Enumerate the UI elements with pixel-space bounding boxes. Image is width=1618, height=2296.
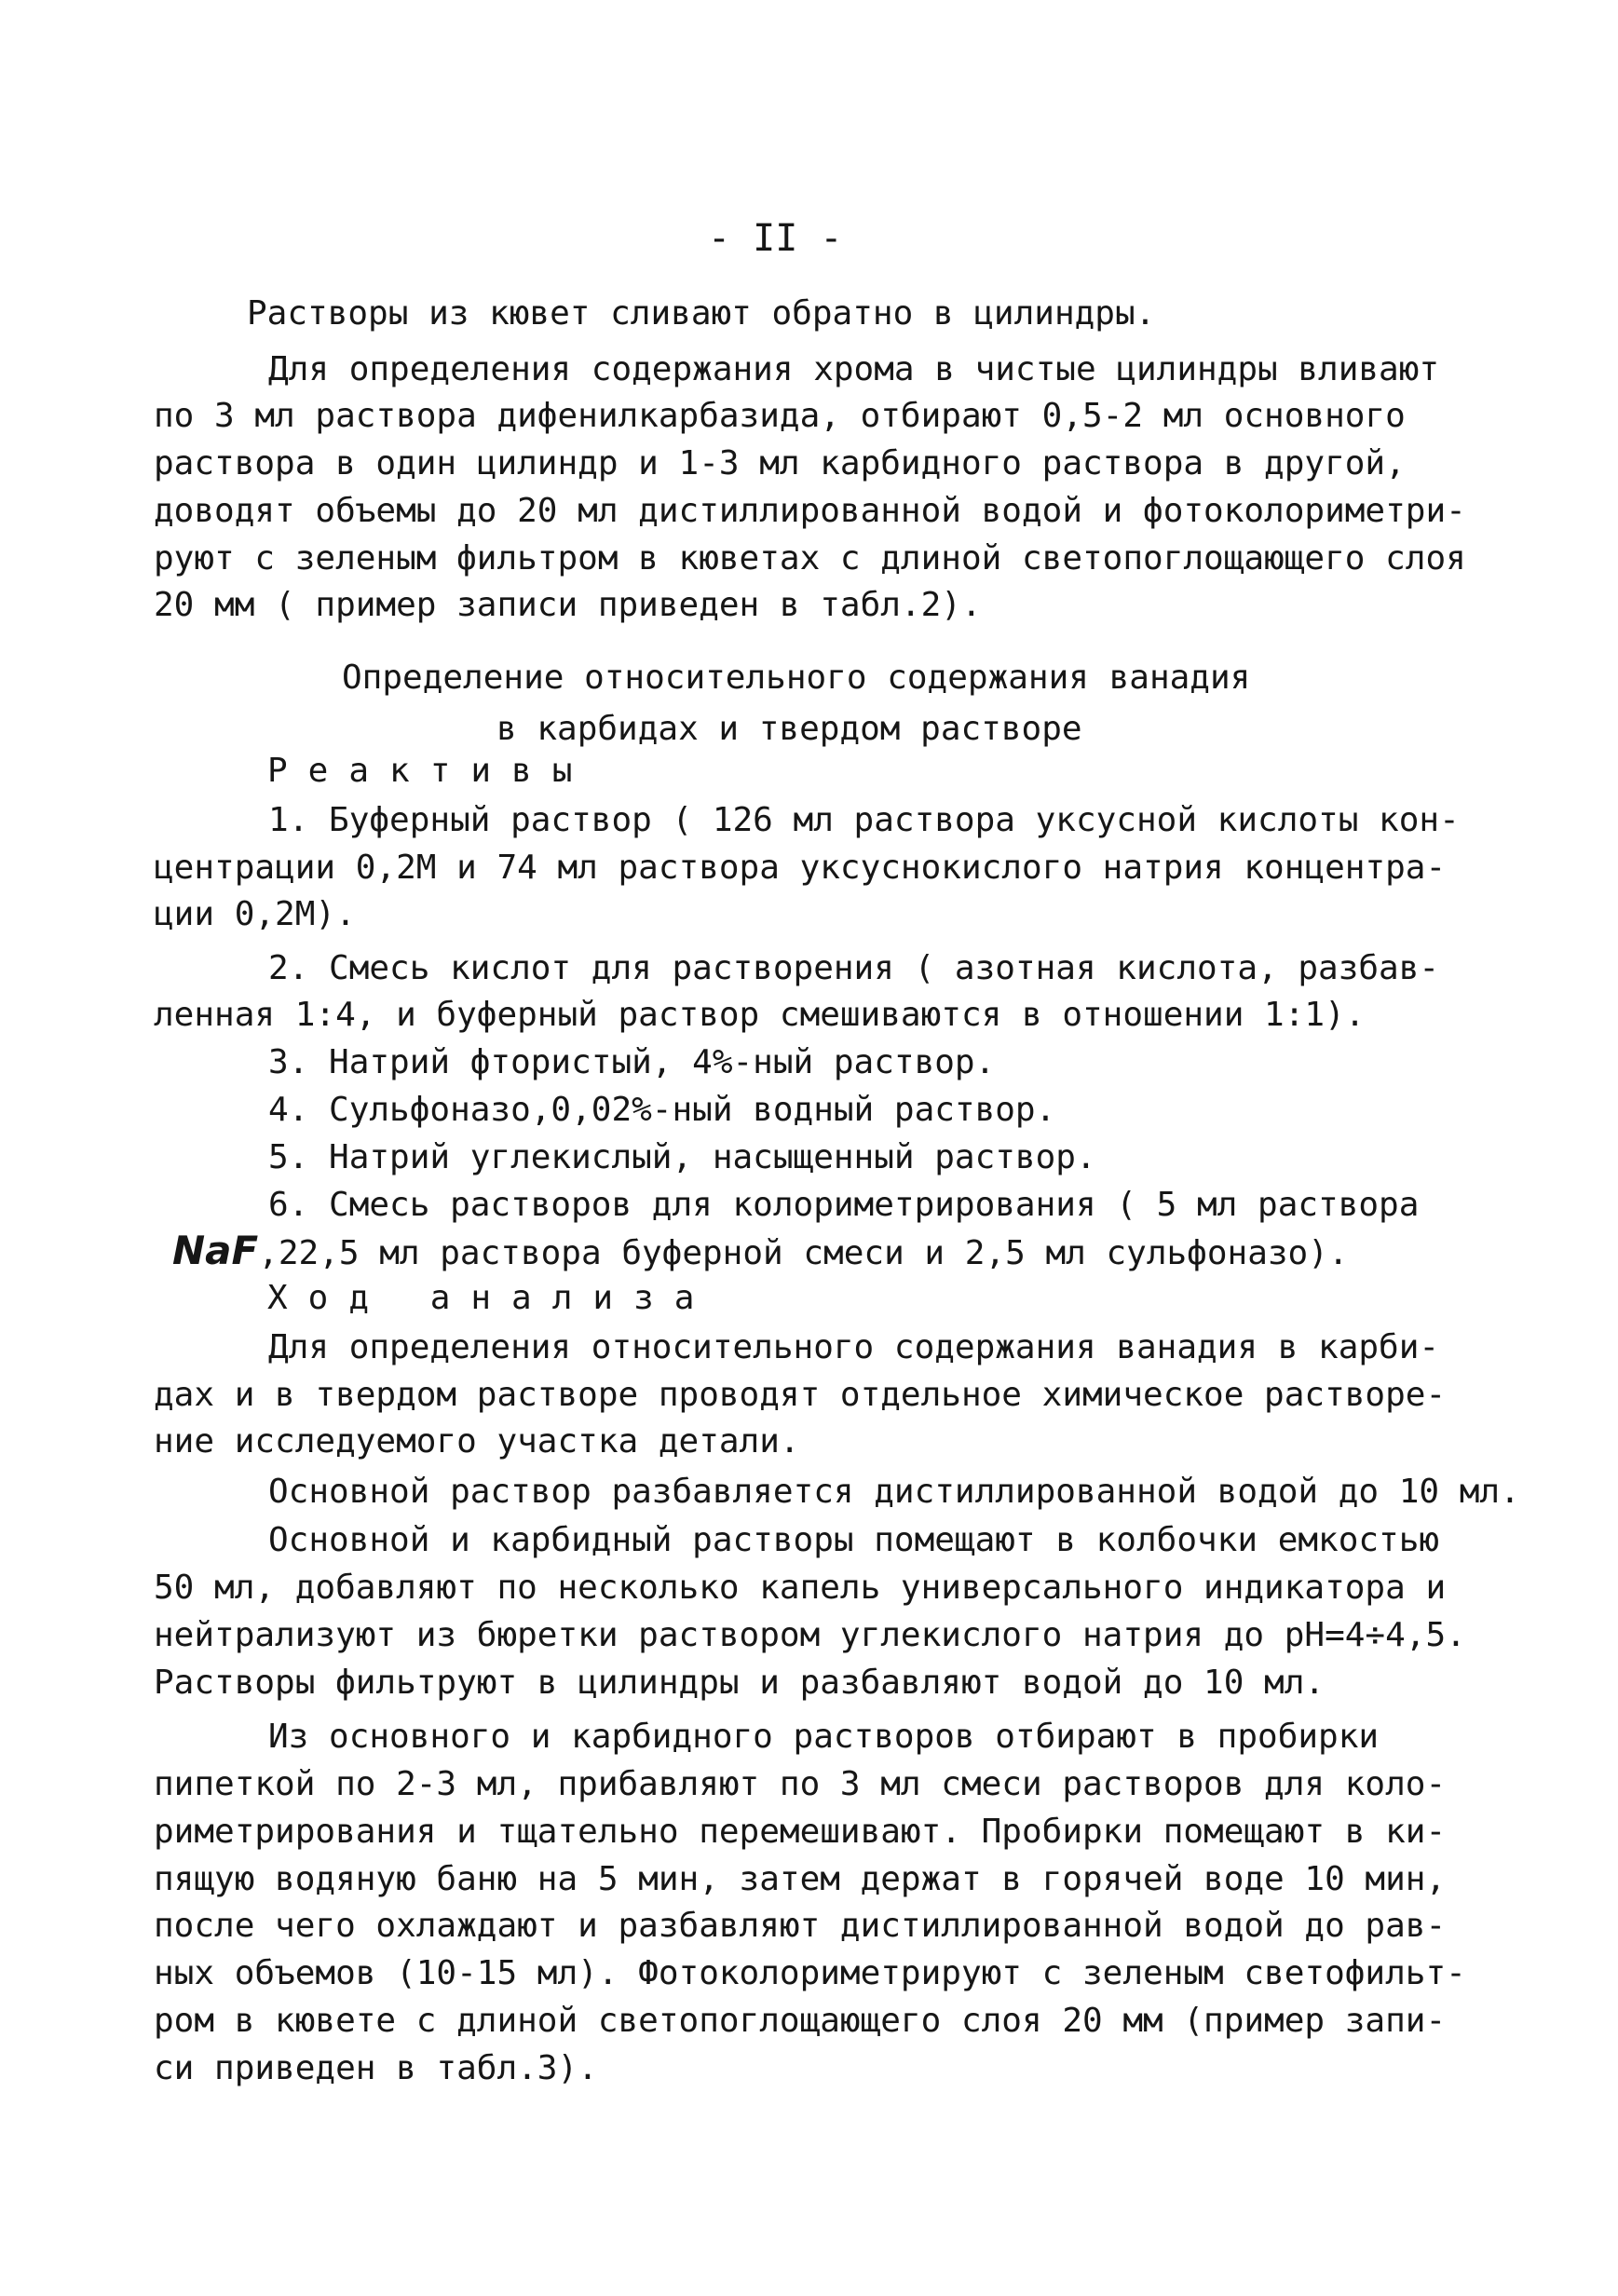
- page-number: - II -: [708, 217, 843, 260]
- text-line: Для определения относительного содержания ванадия в карби-: [268, 1328, 1440, 1366]
- text-line: пящую водяную баню на 5 мин, затем держат в горячей воде 10 мин,: [154, 1860, 1447, 1898]
- text-line: нейтрализуют из бюретки раствором углекислого натрия до pH=4÷4,5.: [154, 1616, 1466, 1654]
- text-line: Основной и карбидный растворы помещают в колбочки емкостью: [268, 1521, 1440, 1559]
- text-line: после чего охлаждают и разбавляют дистиллированной водой до рав-: [154, 1907, 1447, 1945]
- text-line: ции 0,2М).: [154, 895, 356, 933]
- subheading-reagents: Реактивы: [267, 752, 593, 790]
- text-line: 1. Буферный раствор ( 126 мл раствора уксусной кислоты кон-: [268, 801, 1460, 839]
- text-line: 50 мл, добавляют по несколько капель универсального индикатора и: [154, 1569, 1447, 1607]
- text-line: ром в кювете с длиной светопоглощающего слоя 20 мм (пример запи-: [154, 2002, 1447, 2040]
- text-line: ние исследуемого участка детали.: [154, 1422, 800, 1460]
- text-line: 20 мм ( пример записи приведен в табл.2).: [154, 586, 982, 624]
- text-line: пипеткой по 2-3 мл, прибавляют по 3 мл смеси растворов для коло-: [154, 1765, 1447, 1803]
- section-heading: в карбидах и твердом растворе: [496, 710, 1082, 748]
- text-line: Основной раствор разбавляется дистиллированной водой до 10 мл.: [268, 1473, 1520, 1511]
- chem-formula: NaF: [172, 1228, 259, 1273]
- text-line: Из основного и карбидного растворов отбирают в пробирки: [268, 1718, 1380, 1756]
- text-line: [172, 1230, 1349, 1271]
- text-line: 4. Сульфоназо,0,02%-ный водный раствор.: [268, 1091, 1056, 1129]
- text-line: руют с зеленым фильтром в кюветах с длиной светопоглощающего слоя: [154, 539, 1466, 577]
- section-heading: Определение относительного содержания ванадия: [342, 659, 1251, 697]
- text-line: 5. Натрий углекислый, насыщенный раствор.: [268, 1138, 1096, 1176]
- text-fragment: ,22,5 мл раствора буферной смеси и 2,5 мл сульфоназо).: [258, 1234, 1349, 1272]
- text-line: ленная 1:4, и буферный раствор смешиваются в отношении 1:1).: [154, 996, 1366, 1034]
- text-line: доводят объемы до 20 мл дистиллированной водой и фотоколориметри-: [154, 492, 1466, 530]
- text-line: дах и в твердом растворе проводят отдельное химическое растворе-: [154, 1376, 1447, 1414]
- text-line: риметрирования и тщательно перемешивают. Пробирки помещают в ки-: [154, 1813, 1447, 1851]
- text-line: по 3 мл раствора дифенилкарбазида, отбирают 0,5-2 мл основного: [154, 397, 1406, 435]
- text-line: Для определения содержания хрома в чистые цилиндры вливают: [268, 350, 1440, 388]
- text-line: Растворы из кювет сливают обратно в цилиндры.: [247, 294, 1156, 333]
- text-line: си приведен в табл.3).: [154, 2049, 598, 2087]
- text-line: 3. Натрий фтористый, 4%-ный раствор.: [268, 1043, 996, 1081]
- text-line: ных объемов (10-15 мл). Фотоколориметрируют с зеленым светофильт-: [154, 1954, 1466, 1992]
- text-line: Растворы фильтруют в цилиндры и разбавляют водой до 10 мл.: [154, 1664, 1326, 1702]
- text-line: 6. Смесь растворов для колориметрирования ( 5 мл раствора: [268, 1186, 1420, 1224]
- text-line: раствора в один цилиндр и 1-3 мл карбидного раствора в другой,: [154, 444, 1406, 482]
- text-line: центрации 0,2М и 74 мл раствора уксуснокислого натрия концентра-: [154, 849, 1447, 887]
- subheading-analysis: Ход анализа: [267, 1279, 715, 1317]
- text-line: 2. Смесь кислот для растворения ( азотная кислота, разбав-: [268, 949, 1440, 987]
